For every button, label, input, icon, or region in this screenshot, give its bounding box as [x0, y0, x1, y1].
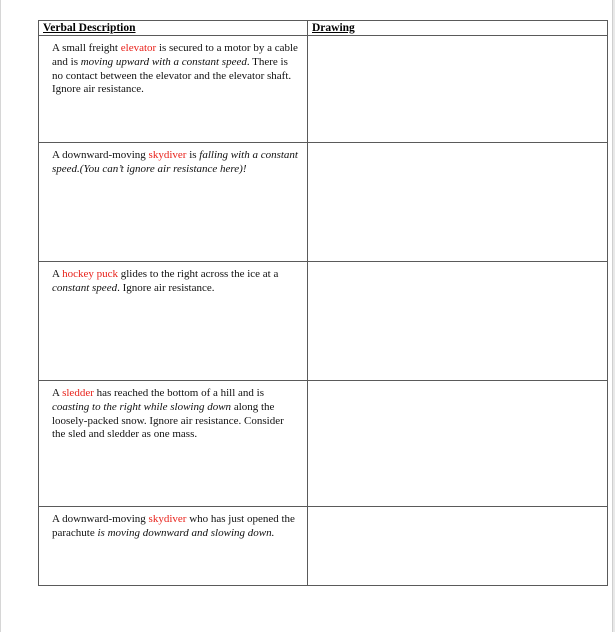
object-name: skydiver	[148, 513, 187, 525]
description-cell	[39, 262, 308, 381]
motion-phrase: constant speed	[52, 281, 118, 294]
header-row	[39, 21, 608, 36]
elevator-description	[39, 36, 307, 97]
description-text: . There is no contact between the elevator and the elevator shaft. Ignore air resistance.	[52, 55, 292, 96]
drawing-cell[interactable]	[308, 381, 608, 507]
drawing-cell[interactable]	[308, 36, 608, 143]
motion-phrase: is moving downward and slowing down.	[97, 526, 275, 539]
skydiver-constant-description	[39, 143, 307, 177]
description-cell	[39, 143, 308, 262]
description-cell	[39, 381, 308, 507]
description-text: is secured to a motor by a cable and is	[52, 42, 298, 68]
header-verbal-description: Verbal Description	[39, 21, 308, 36]
object-name: skydiver	[148, 149, 187, 161]
description-text: along the loosely-packed snow. Ignore air resistance. Consider the sled and sledder as one mass.	[52, 400, 284, 441]
description-text: who has just opened the parachute	[52, 513, 295, 539]
header-drawing: Drawing	[308, 21, 608, 36]
description-text: A small freight	[52, 42, 121, 54]
motion-phrase: falling with a constant speed.(You can’t ignore air resistance here)!	[52, 149, 298, 175]
motion-phrase: moving upward with a constant speed	[80, 55, 247, 68]
object-name: hockey puck	[62, 268, 118, 280]
description-cell	[39, 36, 308, 143]
table-row	[39, 262, 608, 381]
drawing-cell[interactable]	[308, 143, 608, 262]
description-text: A downward-moving	[52, 513, 149, 525]
description-text: has reached the bottom of a hill and is	[93, 387, 265, 399]
table-row	[39, 507, 608, 586]
sledder-description	[39, 381, 307, 442]
motion-phrase: coasting to the right while slowing down	[52, 400, 232, 413]
worksheet-table	[38, 20, 608, 586]
description-text: A	[52, 268, 63, 280]
hockey-puck-description	[39, 262, 307, 296]
table-row	[39, 36, 608, 143]
description-text: A downward-moving	[52, 149, 149, 161]
object-name: elevator	[120, 42, 157, 54]
object-name: sledder	[62, 387, 94, 399]
drawing-cell[interactable]	[308, 507, 608, 586]
table-row	[39, 381, 608, 507]
skydiver-parachute-description	[39, 507, 307, 541]
description-text: glides to the right across the ice at a	[118, 268, 279, 280]
description-text: A	[52, 387, 63, 399]
description-cell	[39, 507, 308, 586]
description-text: is	[186, 149, 200, 161]
table-row	[39, 143, 608, 262]
description-text: . Ignore air resistance.	[117, 281, 215, 294]
drawing-cell[interactable]	[308, 262, 608, 381]
